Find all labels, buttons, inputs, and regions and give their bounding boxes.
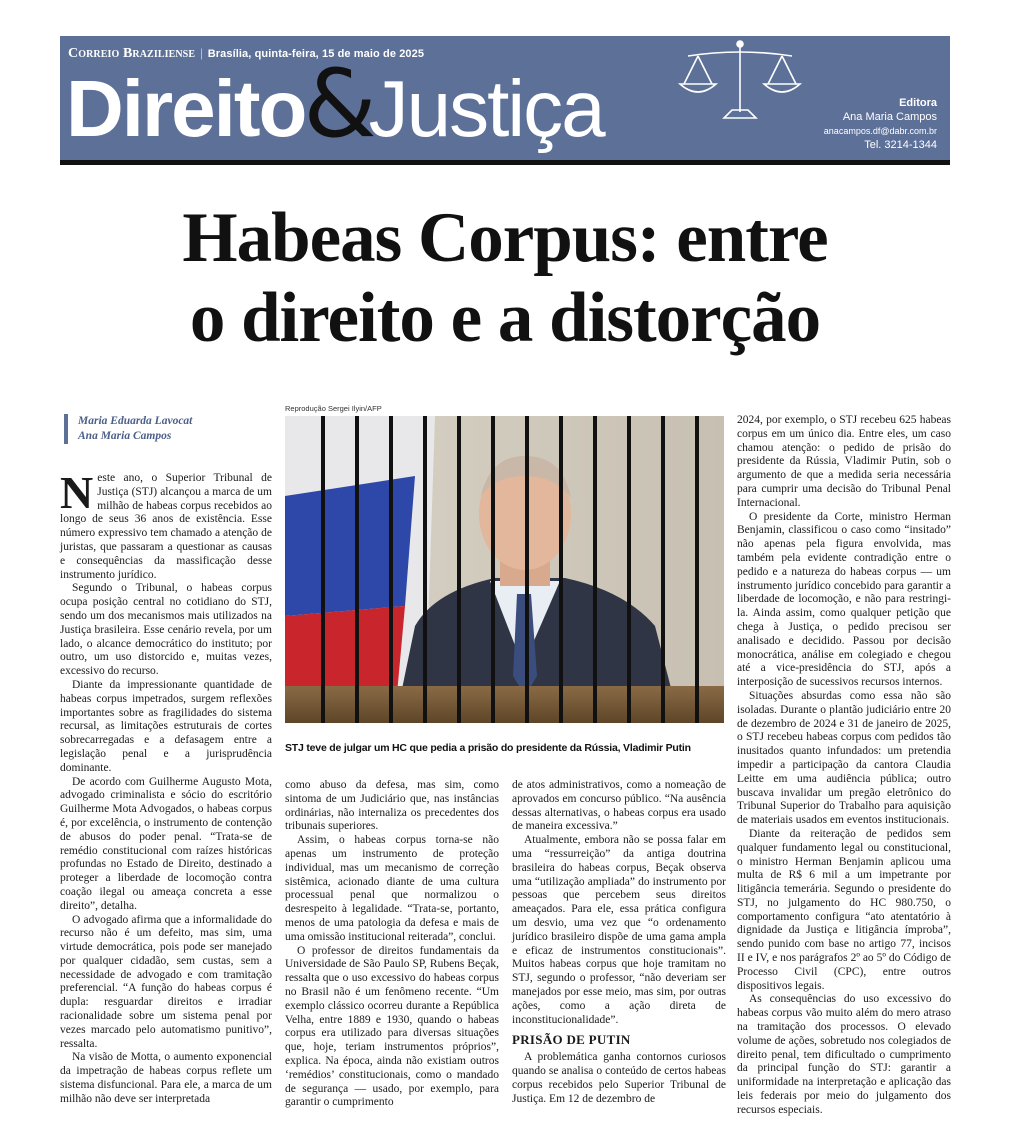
paragraph: O presidente da Corte, ministro Herman Benjamin, classificou o caso como “insitado” não apenas pela figura envolvida, mas também pela evidente contradição entre o pedido e a natureza do habeas corpus — um instrumento jurídico concebido para garantir a liberdade de locomoção, e não para restringi-la. Ainda assim, como qualquer petição que chega à Justiça, o pedido precisou ser analisado e decidido. Passou por decisão monocrática, análise em colegiado e chegou até a vice-presidência do STJ, após a interposição de sucessivos recursos internos. bbox=[737, 510, 951, 689]
author-1: Maria Eduarda Lavocat bbox=[78, 415, 193, 427]
paragraph: A problemática ganha contornos curiosos quando se analisa o conteúdo de certos habeas corpus recebidos pelo Superior Tribunal de Justiça. Em 12 de dezembro de bbox=[512, 1051, 726, 1105]
paragraph: de atos administrativos, como a nomeação de aprovados em concurso público. “Na ausência dessas alternativas, o habeas corpus era usado de maneira excessiva.” bbox=[512, 779, 726, 833]
editor-phone: Tel. 3214-1344 bbox=[864, 139, 937, 151]
section-title-part-b: Justiça bbox=[368, 64, 604, 153]
photo-credit: Reprodução Sergei Ilyin/AFP bbox=[285, 404, 382, 413]
headline-line-2: o direito e a distorção bbox=[189, 279, 821, 357]
subheading: PRISÃO DE PUTIN bbox=[512, 1032, 631, 1048]
paragraph: Diante da impressionante quantidade de habeas corpus impetrados, surgem reflexões importantes sobre as fragilidades do sistema recursal, as limitações estruturais de cortes sobrecarregadas e a defasagem entre a legislação penal e a jurisprudência dominante. bbox=[60, 678, 272, 774]
editor-info bbox=[824, 96, 937, 152]
drop-cap: N bbox=[60, 467, 94, 518]
author-2: Ana Maria Campos bbox=[78, 430, 172, 442]
editor-name: Ana Maria Campos bbox=[842, 111, 937, 123]
article-column-3 bbox=[512, 779, 726, 1106]
headline bbox=[60, 198, 950, 358]
headline-line-1: Habeas Corpus: entre bbox=[182, 199, 828, 277]
paragraph: Neste ano, o Superior Tribunal de Justiça (STJ) alcançou a marca de um milhão de habeas corpus recebidos ao longo de seus 36 anos de existência. Esse número expressivo tem chamado a atenção de juristas, que passaram a questionar as causas e consequências da massificação desse instrumento jurídico. bbox=[60, 467, 272, 581]
photo-caption: STJ teve de julgar um HC que pedia a prisão do presidente da Rússia, Vladimir Putin bbox=[285, 742, 691, 754]
scales-of-justice-icon bbox=[676, 38, 804, 124]
paragraph: 2024, por exemplo, o STJ recebeu 625 habeas corpus em um único dia. Entre eles, um caso chamou atenção: o pedido de prisão do presidente da Rússia, Vladimir Putin, sob o argumento de que a medida seria necessária para cumprir uma decisão do Tribunal Penal Internacional. bbox=[737, 414, 951, 509]
paragraph: Situações absurdas como essa não são isoladas. Durante o plantão judiciário entre 20 de dezembro de 2024 e 31 de janeiro de 2025, o STJ recebeu habeas corpus com pedidos tão inusitados quanto infundados: um pretendia impedir a participação da cantora Claudia Leitte em uma audiência pública; outro buscava invalidar um pregão eletrônico do Tribunal Superior do Trabalho para aquisição de materiais usados em eventos institucionais. bbox=[737, 689, 951, 827]
article-column-1 bbox=[60, 467, 272, 1107]
paragraph: Segundo o Tribunal, o habeas corpus ocupa posição central no cotidiano do STJ, sendo um dos mecanismos mais utilizados na Justiça brasileira. Esse cenário revela, por um lado, o alcance democrático do instituto; por outro, um uso distorcido e, muitas vezes, excessivo do recurso. bbox=[60, 582, 272, 678]
newspaper-name: Correio Braziliense bbox=[68, 46, 196, 61]
byline bbox=[64, 414, 192, 444]
paragraph: Na visão de Motta, o aumento exponencial da impetração de habeas corpus reflete um sistema disfuncional. Para ele, a marca de um milhão não deve ser interpretada bbox=[60, 1051, 272, 1105]
putin-photo bbox=[285, 416, 724, 723]
article-column-2 bbox=[285, 779, 499, 1110]
issue-date: Brasília, quinta-feira, 15 de maio de 2025 bbox=[207, 48, 425, 60]
paragraph: como abuso da defesa, mas sim, como sintoma de um Judiciário que, nas instâncias ordinárias, não internaliza os precedentes dos tribunais superiores. bbox=[285, 779, 499, 833]
paragraph: O advogado afirma que a informalidade do recurso não é um defeito, mas sim, uma virtude democrática, pois pode ser manejado por qualquer cidadão, sem custas, sem a necessidade de advogado e com tramitação preferencial. “A função do habeas corpus é dupla: resguardar direitos e irradiar racionalidade sobre um sistema penal por vezes marcado pelo automatismo punitivo”, ressalta. bbox=[60, 913, 272, 1050]
paragraph: O professor de direitos fundamentais da Universidade de São Paulo SP, Rubens Beçak, ressalta que o uso excessivo do habeas corpus no Brasil não é um fenômeno recente. “Um exemplo clássico ocorreu durante a República Velha, entre 1889 e 1930, quando o habeas corpus era utilizado para diversas situações que, hoje, teriam instrumentos próprios”, explica. Na época, ainda não existiam outros ‘remédios’ constitucionais, como o mandado de segurança — usado, por exemplo, para garantir o cumprimento bbox=[285, 944, 499, 1109]
section-title-part-a: Direito bbox=[66, 64, 306, 153]
section-title-ampersand: & bbox=[303, 50, 373, 159]
paragraph: De acordo com Guilherme Augusto Mota, advogado criminalista e sócio do escritório Guilherme Mota Advogados, o habeas corpus é, por excelência, o instrumento de contenção de abusos do poder penal. “Trata-se de remédio constitucional com raízes históricas profundas no Estado de Direito, destinado a proteger a liberdade de locomoção contra coação ilegal ou ameaça concreta a esse direito”, detalha. bbox=[60, 775, 272, 912]
paragraph: Atualmente, embora não se possa falar em uma “ressurreição” da antiga doutrina brasileira do habeas corpus, Beçak observa uma “utilização ampliada” do instrumento por pessoas que percebem seus direitos ameaçados. Para ele, essa prática configura um desvio, uma vez que “o ordenamento jurídico brasileiro dispõe de uma gama ampla e eficaz de instrumentos constitucionais”. Muitos habeas corpus que hoje tramitam no STJ, segundo o professor, “não deveriam ser manejados por esse meio, mas sim, por outras ações, como a ação direta de inconstitucionalidade”. bbox=[512, 834, 726, 1026]
editor-email: anacampos.df@dabr.com.br bbox=[823, 126, 937, 136]
article-column-4 bbox=[737, 414, 951, 1118]
paragraph: As consequências do uso excessivo do habeas corpus vão muito além do mero atraso na tramitação dos processos. O elevado volume de ações, sobretudo nos colegiados de direito penal, tem dificultado o cumprimento da principal função do STJ: garantir a uniformidade na interpretação e aplicação das leis federais por meio do julgamento dos recursos especiais. bbox=[737, 993, 951, 1116]
masthead-line: Correio Braziliense | Brasília, quinta-feira, 15 de maio de 2025 bbox=[68, 46, 425, 61]
paragraph: Assim, o habeas corpus torna-se não apenas um instrumento de proteção individual, mas um mecanismo de correção sistêmica, acionado diante de uma cultura processual penal que normalizou o desrespeito à legalidade. “Trata-se, portanto, menos de uma patologia da defesa e mais de uma omissão institucional reiterada”, conclui. bbox=[285, 834, 499, 943]
editor-role: Editora bbox=[899, 97, 937, 109]
header-rule bbox=[60, 160, 950, 165]
photo-illustration bbox=[285, 416, 724, 723]
paragraph: Diante da reiteração de pedidos sem qualquer fundamento legal ou constitucional, o ministro Herman Benjamin aplicou uma multa de R$ 6 mil a um impetrante por litigância temerária. Segundo o presidente do STJ, no julgamento do HC 980.750, o comportamento configura “ato atentatório à dignidade da Justiça e litigância ímproba”, sendo punido com base no artigo 77, incisos II e IV, e nos parágrafos 2º ao 5º do Código de Processo Civil (CPC), entre outros dispositivos legais. bbox=[737, 827, 951, 992]
